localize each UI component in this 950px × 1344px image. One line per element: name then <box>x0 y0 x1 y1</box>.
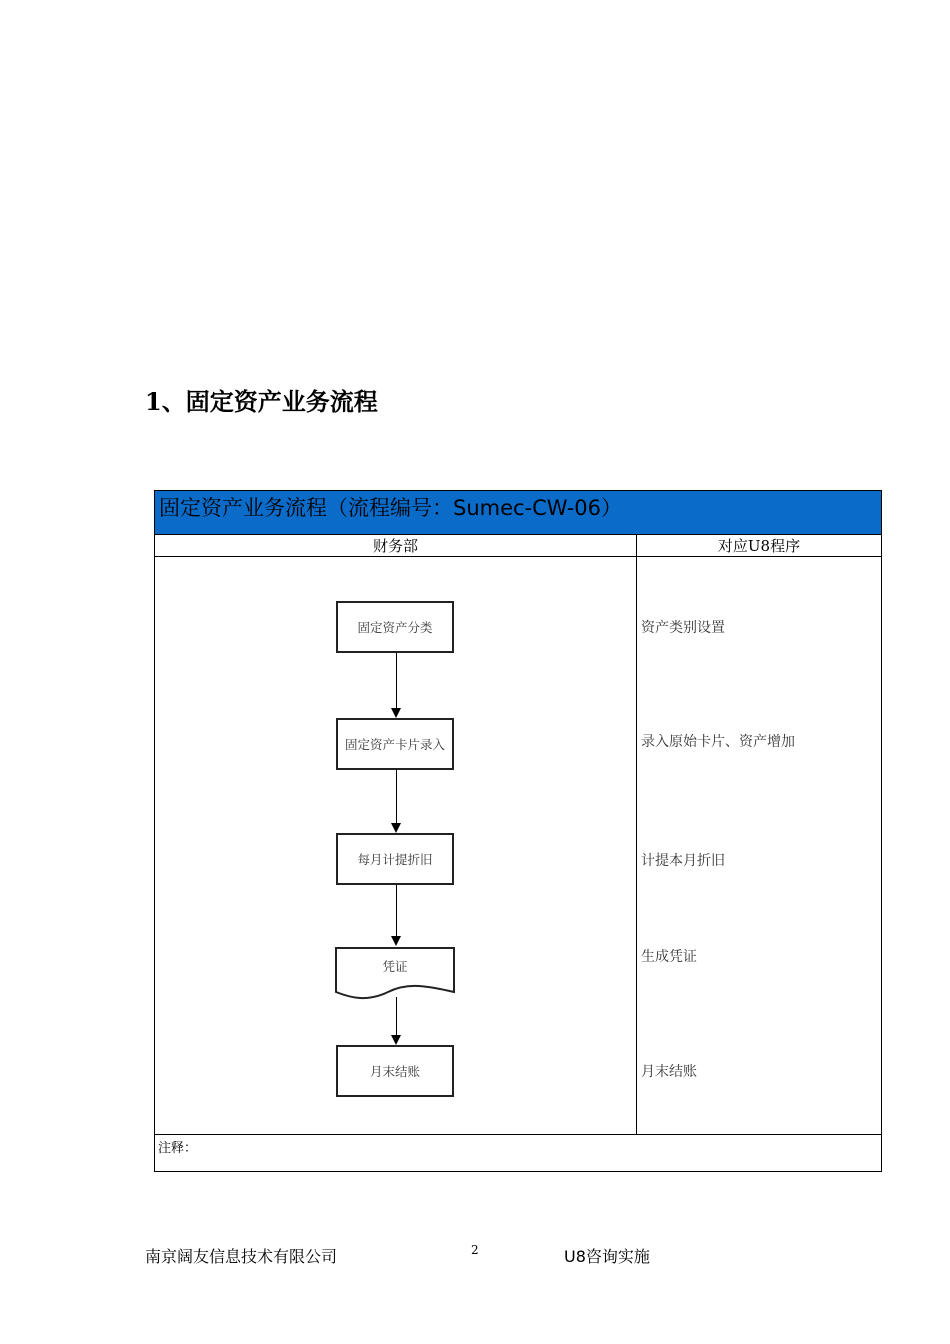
flow-arrow <box>396 653 397 709</box>
column-divider <box>636 557 637 1134</box>
arrow-head-icon <box>391 936 401 946</box>
column-header-department: 财务部 <box>155 535 637 557</box>
u8-program-text: 资产类别设置 <box>641 620 725 636</box>
flow-arrow <box>396 770 397 824</box>
flow-arrow <box>396 885 397 937</box>
flow-step-box: 固定资产卡片录入 <box>336 718 454 770</box>
page-number: 2 <box>471 1243 479 1257</box>
flow-step-document-label: 凭证 <box>382 959 408 974</box>
u8-program-text: 月末结账 <box>641 1064 697 1080</box>
document-shape-icon <box>333 946 457 1004</box>
footer-project: U8咨询实施 <box>564 1247 650 1266</box>
arrow-head-icon <box>391 1035 401 1045</box>
notes-divider <box>155 1134 881 1135</box>
footer-company: 南京阔友信息技术有限公司 <box>145 1247 338 1266</box>
flowchart-frame <box>154 490 882 1172</box>
column-header-program: 对应U8程序 <box>637 535 881 557</box>
flow-step-box: 固定资产分类 <box>336 601 454 653</box>
section-heading: 1、固定资产业务流程 <box>145 387 378 416</box>
flow-step-box: 月末结账 <box>336 1045 454 1097</box>
flowchart-title: 固定资产业务流程（流程编号：Sumec-CW-06） <box>155 491 881 535</box>
flow-arrow <box>396 997 397 1036</box>
u8-program-text: 录入原始卡片、资产增加 <box>641 734 795 750</box>
flow-step-box: 每月计提折旧 <box>336 833 454 885</box>
u8-program-text: 生成凭证 <box>641 949 697 965</box>
notes-label: 注释： <box>158 1141 198 1156</box>
arrow-head-icon <box>391 708 401 718</box>
u8-program-text: 计提本月折旧 <box>641 853 725 869</box>
arrow-head-icon <box>391 823 401 833</box>
